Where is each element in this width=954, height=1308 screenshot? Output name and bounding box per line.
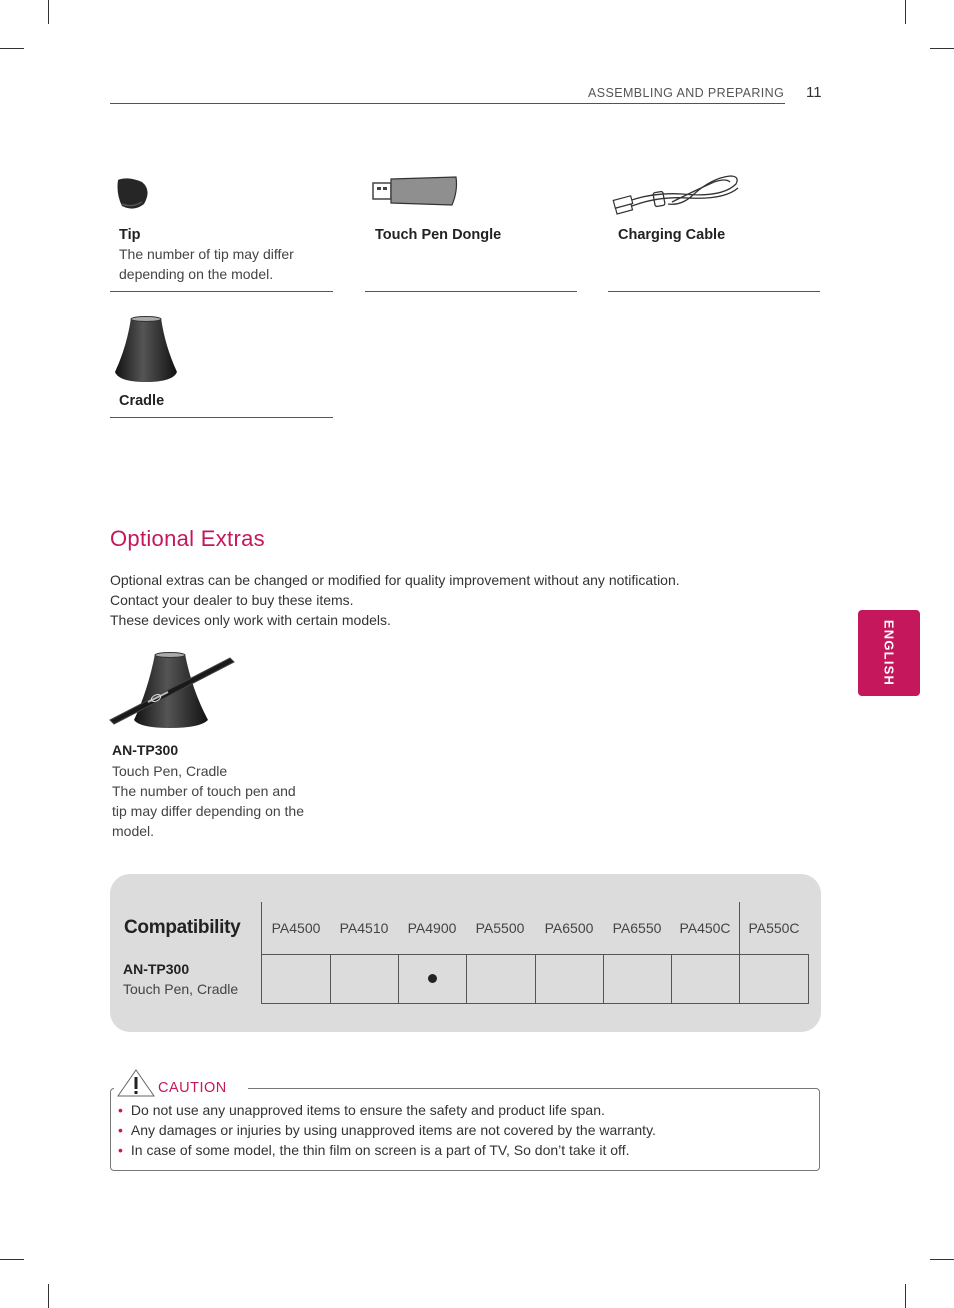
table-divider <box>603 954 604 1004</box>
touch-pen-cradle-image <box>108 650 236 728</box>
item-title-cradle: Cradle <box>119 393 165 409</box>
table-divider <box>262 1003 808 1004</box>
table-divider <box>330 954 331 1004</box>
caution-item: • Any damages or injuries by using unapproved items are not covered by the warranty. <box>118 1122 656 1138</box>
section-title: Optional Extras <box>110 526 265 551</box>
table-row-desc: Touch Pen, Cradle <box>123 981 239 997</box>
table-divider <box>398 954 399 1004</box>
crop-mark <box>48 1284 49 1308</box>
table-divider <box>739 902 740 1004</box>
table-divider <box>535 954 536 1004</box>
caution-label: CAUTION <box>158 1080 227 1096</box>
table-divider <box>671 954 672 1004</box>
warning-icon <box>116 1068 156 1098</box>
caution-item: • Do not use any unapproved items to ensure the safety and product life span. <box>118 1102 605 1118</box>
compatibility-title: Compatibility <box>124 917 241 938</box>
item-title-dongle: Touch Pen Dongle <box>375 227 502 243</box>
crop-mark <box>905 1284 906 1308</box>
crop-mark <box>930 48 954 49</box>
crop-mark <box>930 1259 954 1260</box>
table-divider <box>261 902 262 1004</box>
item-title-charging-cable: Charging Cable <box>618 227 726 243</box>
dongle-image <box>372 176 460 206</box>
item-divider <box>110 417 333 418</box>
compatibility-table <box>110 874 821 1032</box>
page-number: 11 <box>806 84 822 101</box>
column-header: PA6550 <box>612 920 662 936</box>
crop-mark <box>48 0 49 24</box>
column-header: PA4510 <box>339 920 389 936</box>
crop-mark <box>905 0 906 24</box>
column-header: PA6500 <box>544 920 594 936</box>
language-tab <box>858 610 920 696</box>
table-row-model: AN-TP300 <box>123 961 190 977</box>
product-model: AN-TP300 <box>112 742 179 758</box>
compatible-mark <box>428 974 437 983</box>
crop-mark <box>0 1259 24 1260</box>
language-tab-label: ENGLISH <box>881 619 897 687</box>
item-divider <box>110 291 333 292</box>
item-divider <box>608 291 820 292</box>
column-header: PA4900 <box>407 920 457 936</box>
bullet-icon: • <box>118 1102 123 1118</box>
table-divider <box>262 954 808 955</box>
column-header: PA4500 <box>271 920 321 936</box>
product-desc: Touch Pen, Cradle The number of touch pen and tip may differ depending on the model. <box>112 763 304 839</box>
column-header: PA550C <box>748 920 800 936</box>
caution-item: • In case of some model, the thin film on screen is a part of TV, So don’t take it off. <box>118 1142 630 1158</box>
charging-cable-image <box>612 172 742 216</box>
crop-mark <box>0 48 24 49</box>
table-divider <box>808 954 809 1004</box>
section-header: ASSEMBLING AND PREPARING <box>588 86 785 100</box>
intro-text: Optional extras can be changed or modified for quality improvement without any notification. Contact your dealer to buy these items. These devices only work with certain models. <box>110 572 680 628</box>
item-desc-tip: The number of tip may differ depending on the model. <box>119 246 294 282</box>
bullet-icon: • <box>118 1142 123 1158</box>
cradle-image <box>113 316 179 382</box>
item-divider <box>365 291 577 292</box>
tip-image <box>114 176 154 212</box>
item-title-tip: Tip <box>119 227 141 243</box>
bullet-icon: • <box>118 1122 123 1138</box>
column-header: PA450C <box>679 920 731 936</box>
table-divider <box>466 954 467 1004</box>
column-header: PA5500 <box>475 920 525 936</box>
caution-header <box>114 1076 248 1100</box>
header-divider <box>110 103 785 104</box>
